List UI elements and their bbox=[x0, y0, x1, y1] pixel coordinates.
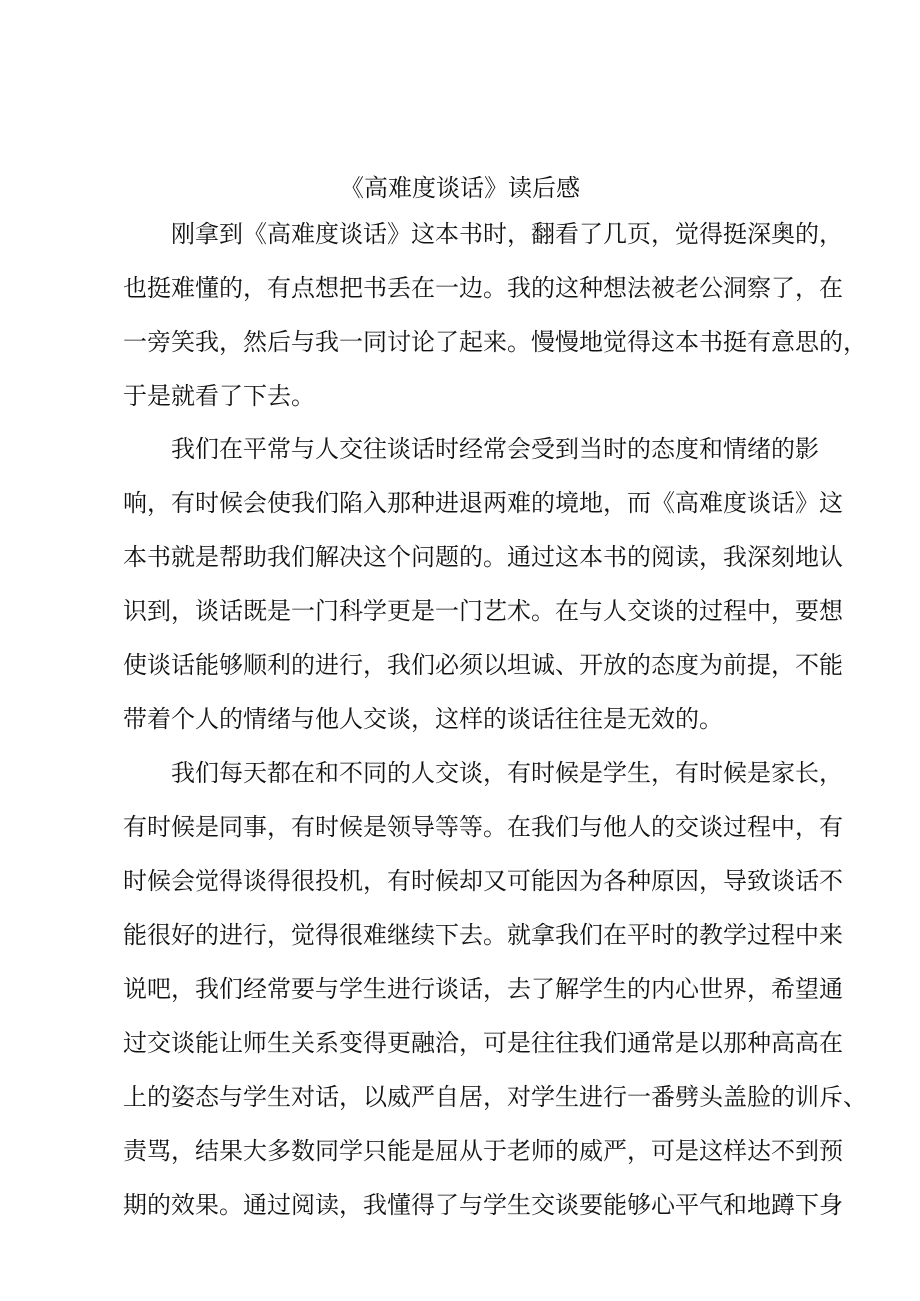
paragraph-3-line-7: 上的姿态与学生对话，以威严自居，对学生进行一番劈头盖脸的训斥、 bbox=[123, 1083, 867, 1111]
paragraph-1-line-2: 也挺难懂的，有点想把书丢在一边。我的这种想法被老公洞察了，在 bbox=[123, 274, 843, 302]
paragraph-1-line-4: 于是就看了下去。 bbox=[123, 382, 315, 410]
paragraph-3-line-9: 期的效果。通过阅读，我懂得了与学生交谈要能够心平气和地蹲下身 bbox=[123, 1191, 843, 1219]
paragraph-3-line-1: 我们每天都在和不同的人交谈，有时候是学生，有时候是家长， bbox=[171, 759, 843, 787]
paragraph-3-line-8: 责骂，结果大多数同学只能是屈从于老师的威严，可是这样达不到预 bbox=[123, 1137, 843, 1165]
document-title: 《高难度谈话》读后感 bbox=[340, 174, 580, 202]
paragraph-1-line-1: 刚拿到《高难度谈话》这本书时，翻看了几页，觉得挺深奥的， bbox=[171, 220, 843, 248]
paragraph-3-line-4: 能很好的进行，觉得很难继续下去。就拿我们在平时的教学过程中来 bbox=[123, 921, 843, 949]
paragraph-2-line-4: 识到，谈话既是一门科学更是一门艺术。在与人交谈的过程中，要想 bbox=[123, 597, 843, 625]
paragraph-3-line-2: 有时候是同事，有时候是领导等等。在我们与他人的交谈过程中，有 bbox=[123, 813, 843, 841]
paragraph-3-line-6: 过交谈能让师生关系变得更融洽，可是往往我们通常是以那种高高在 bbox=[123, 1029, 843, 1057]
paragraph-2-line-3: 本书就是帮助我们解决这个问题的。通过这本书的阅读，我深刻地认 bbox=[123, 543, 843, 571]
paragraph-3-line-5: 说吧，我们经常要与学生进行谈话，去了解学生的内心世界，希望通 bbox=[123, 975, 843, 1003]
paragraph-2-line-2: 响，有时候会使我们陷入那种进退两难的境地，而《高难度谈话》这 bbox=[123, 489, 843, 517]
paragraph-2-line-5: 使谈话能够顺利的进行，我们必须以坦诚、开放的态度为前提，不能 bbox=[123, 651, 843, 679]
paragraph-2-line-1: 我们在平常与人交往谈话时经常会受到当时的态度和情绪的影 bbox=[171, 435, 819, 463]
paragraph-3-line-3: 时候会觉得谈得很投机，有时候却又可能因为各种原因，导致谈话不 bbox=[123, 867, 843, 895]
paragraph-2-line-6: 带着个人的情绪与他人交谈，这样的谈话往往是无效的。 bbox=[123, 705, 723, 733]
paragraph-1-line-3: 一旁笑我，然后与我一同讨论了起来。慢慢地觉得这本书挺有意思的， bbox=[123, 328, 867, 356]
